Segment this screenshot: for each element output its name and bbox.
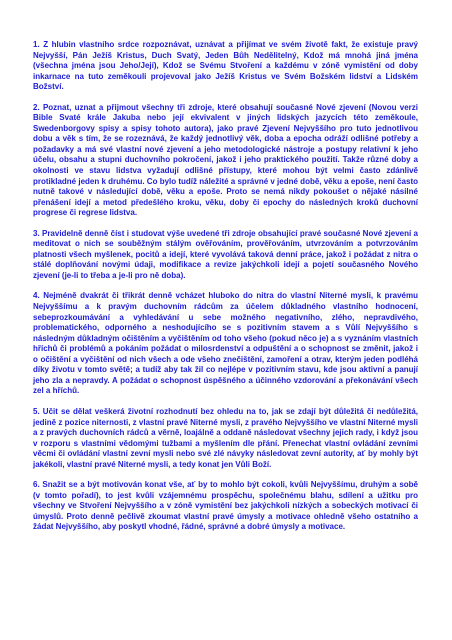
paragraph-5: 5. Učit se dělat veškerá životní rozhodnutí bez ohledu na to, jak se zdají být důležitá či nedůležitá, jedině z pozice niternosti, z vlastní pravé Niterné mysli, z pravého Nejvyššího ve vlastní Niterné mysli a z pravých duchovních rádců a věrně, loajálně a oddaně následovat všechny jejich rady, i když jsou v rozporu s vlastními vědomými tužbami a myšlením dle přání. Přenechat vlastní ovládání zevními věcmi či ovládání vlastní zevní mysli nebo své zlé návyky následovat zevní autority, ať by mohly být jakékoli, vlastní pravé Niterné mysli, a tedy konat jen Vůli Boží. [33, 406, 418, 469]
paragraph-1: 1. Z hlubin vlastního srdce rozpoznávat, uznávat a přijímat ve svém životě fakt, že existuje pravý Nejvyšší, Pán Ježíš Kristus, Duch Svatý, Jeden Bůh Nedělitelný, Kdož má mnohá jiná jména (všechna jména jsou Jeho/Její), Kdož se Svému Stvoření a každému v zóně vymistění od doby inkarnace na tuto zeměkouli projevoval jako Ježíš Kristus ve Svém Božském lidství a Lidském Božství. [33, 40, 418, 92]
paragraph-2: 2. Poznat, uznat a přijmout všechny tři zdroje, které obsahují současné Nové zjevení (Novou verzi Bible Svaté krále Jakuba nebo její ekvivalent v jiných lidských jazycích této zeměkoule, Swedenborgovy spisy a spisy tohoto autora), jako pravé Zjevení Nejvyššího pro tuto jednotlivou dobu a věk s tím, že se rozeznává, že každý jednotlivý věk, doba a epocha odráží odlišné potřeby a požadavky a má své vlastní nové zjevení a jeho metodologické nástroje a postupy relativní k jeho účelu, obsahu a stupni duchovního pokročení, jakož i jeho praktického použití. Takže různé doby a okolnosti ve stavu lidstva vyžadují odlišné přístupy, které mohou být velmi často zdánlivě protikladné jeden k druhému. Co bylo tudíž náležité a správné v jedné době, věku a epoše, není často nutně takové v následující době, věku a epoše. Proto se nemá nikdy pokoušet o nějaké násilné přenášení idejí a metod předešlého kroku, věku, doby či epochy do následných kroků duchovní progrese či regrese lidstva. [33, 102, 418, 218]
paragraph-3: 3. Pravidelně denně číst i studovat výše uvedené tři zdroje obsahující pravé současné Nové zjevení a meditovat o nich se souběžným stálým ověřováním, prověřováním, utvrzováním a potvrzováním platnosti všech myšlenek, pocitů a idejí, které vyvolává taková denní práce, jakož i požádat z nitra o stálé doplňování novými údaji, modifikace a revize jakýchkoli idejí a pojetí současného Nového zjevení (je-li to třeba a je-li pro ně doba). [33, 228, 418, 280]
paragraph-6: 6. Snažit se a být motivován konat vše, ať by to mohlo být cokoli, kvůli Nejvyššímu, druhým a sobě (v tomto pořadí), to jest kvůli vzájemnému prospěchu, společnému blahu, sdílení a užitku pro všechny ve Stvoření Nejvyššího a v zóně vymistění bez jakýchkoli nízkých a sobeckých motivací či úmyslů. Proto denně pečlivě zkoumat vlastní pravé úmysly a motivace ohledně všeho ostatního a žádat Nejvyššího, aby poskytl vhodné, řádné, správné a dobré úmysly a motivace. [33, 480, 418, 532]
paragraph-4: 4. Nejméně dvakrát či třikrát denně vcházet hluboko do nitra do vlastní Niterné mysli, k pravému Nejvyššímu a k pravým duchovním rádcům za účelem důkladného vlastního hodnocení, sebeprozkoumávání a vyhledávání u sebe možného negativního, zlého, nepravdivého, problematického, odporného a neshodujícího se s pozitivním stavem a s Vůlí Nejvyššího s následným důkladným očištěním a vyčištěním od toho všeho (pokud něco je) a s vyznáním vlastních hříchů či problémů a pokáním požádat o milosrdenství a odpuštění a o schopnost se změnit, jakož i o očištění a vyčištění od nich všech a ode všeho znečištění, zamoření a otrav, kterým jeden podléhá díky životu v tomto světě; a tudíž aby tak žil co nejlépe v pozitivním stavu, kde jsou aktivní a panují jeho zla a nepravdy. A požádat o schopnost úspěšného a účinného vzdorování a překonávání všech zel a hříchů. [33, 291, 418, 396]
